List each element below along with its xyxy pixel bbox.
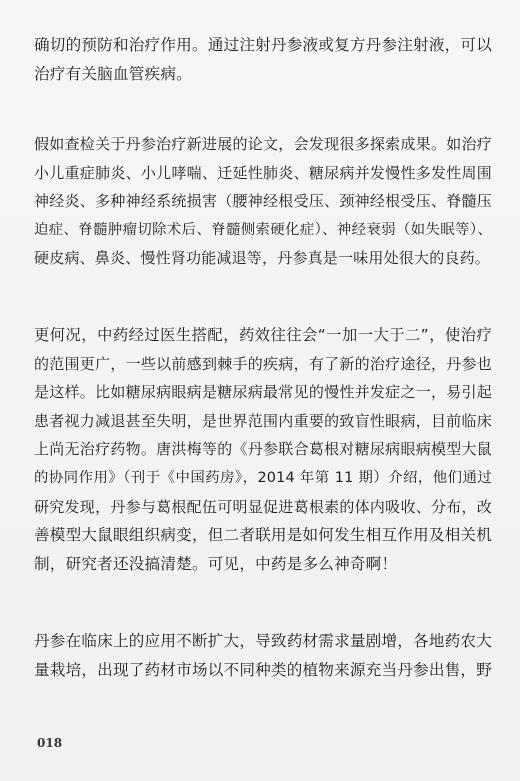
text-line: 神经炎、多种神经系统损害（腰神经根受压、颈神经根受压、脊髓压 <box>34 192 492 211</box>
paragraph-4 <box>34 627 492 684</box>
text-line: 假如查检关于丹参治疗新进展的论文，会发现很多探索成果。如治疗 <box>34 135 492 153</box>
paragraph-1 <box>34 31 492 88</box>
text-line: 量栽培，出现了药材市场以不同种类的植物来源充当丹参出售，野 <box>34 660 493 679</box>
paragraph-2 <box>34 130 492 273</box>
text-line: 治疗有关脑血管疾病。 <box>34 64 192 83</box>
text-line: 小儿重症肺炎、小儿哮喘、迁延性肺炎、糖尿病并发慢性多发性周围 <box>34 163 492 182</box>
text-line: 患者视力减退甚至失明，是世界范围内重要的致盲性眼病，目前临床 <box>34 411 492 430</box>
text-line: 更何况，中药经过医生搭配，药效往往会“一加一大于二”，使治疗 <box>34 326 492 344</box>
text-line: 确切的预防和治疗作用。通过注射丹参液或复方丹参注射液，可以 <box>34 36 493 54</box>
text-line: 研究发现，丹参与葛根配伍可明显促进葛根素的体内吸收、分布，改 <box>34 497 492 516</box>
paragraph-3 <box>34 321 492 578</box>
text-line: 迫症、脊髓肿瘤切除术后、脊髓侧索硬化症）、神经衰弱（如失眠等）、 <box>34 221 492 238</box>
text-line: 的协同作用》（刊于《中国药房》，2014 年第 11 期）介绍，他们通过 <box>34 469 492 486</box>
text-line: 上尚无治疗药物。唐洪梅等的《丹参联合葛根对糖尿病眼病模型大鼠 <box>34 440 492 459</box>
text-line: 制，研究者还没搞清楚。可见，中药是多么神奇啊！ <box>34 554 398 573</box>
page-number: 018 <box>37 736 63 750</box>
text-line: 丹参在临床上的应用不断扩大，导致药材需求量剧增，各地药农大 <box>34 632 493 650</box>
text-line: 善模型大鼠眼组织病变，但二者联用是如何发生相互作用及相关机 <box>34 526 493 545</box>
text-line: 硬皮病、鼻炎、慢性肾功能减退等，丹参真是一味用处很大的良药。 <box>34 249 491 268</box>
text-line: 的范围更广，一些以前感到棘手的疾病，有了新的治疗途径，丹参也 <box>34 354 492 373</box>
text-line: 是这样。比如糖尿病眼病是糖尿病最常见的慢性并发症之一，易引起 <box>34 383 492 402</box>
